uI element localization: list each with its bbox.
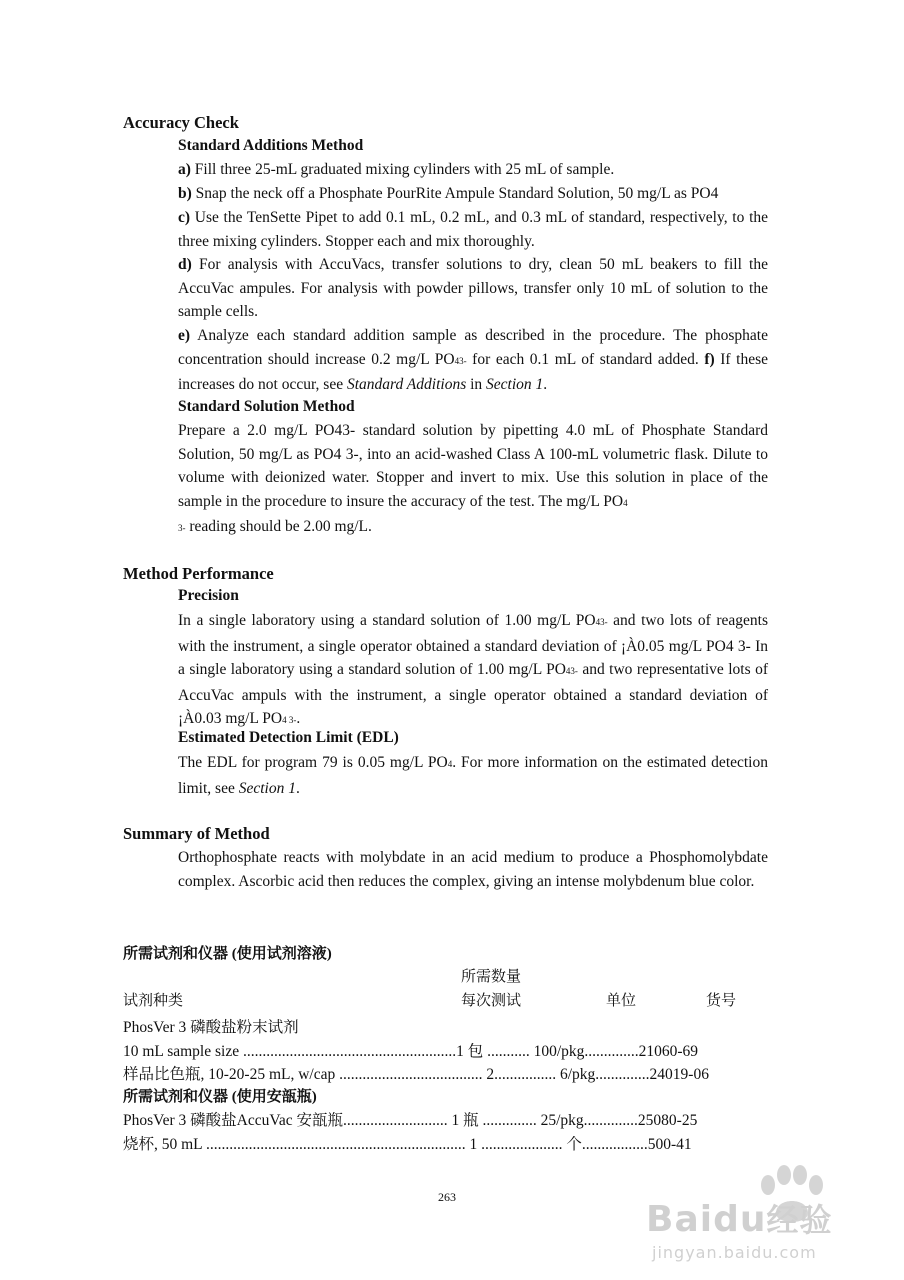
column-header-required-qty: 所需数量 [461, 969, 522, 985]
reagent-row: 10 mL sample size .......................................................1 包 ........... 100/pkg..............21060-69 [123, 1043, 699, 1060]
summary-paragraph: Orthophosphate reacts with molybdate in an acid medium to produce a Phosphomolybdate complex. Ascorbic acid then reduces the complex, giving an intense molybdenum blue color. [178, 849, 768, 890]
precision-text-1: In a single laboratory using a standard solution of 1.00 mg/L PO [178, 612, 596, 629]
section-title-accuracy-check: Accuracy Check [123, 113, 239, 132]
column-header-reagent-type: 试剂种类 [123, 993, 184, 1009]
precision-subscript-3: 4 3- [282, 715, 297, 726]
subsection-title-standard-solution: Standard Solution Method [178, 398, 355, 415]
reagents-heading-solution: 所需试剂和仪器 (使用试剂溶液) [123, 946, 332, 962]
step-c [178, 206, 768, 253]
subsection-title-edl: Estimated Detection Limit (EDL) [178, 729, 399, 746]
watermark-brand: Baidu [646, 1199, 767, 1240]
precision-paragraph [178, 609, 768, 733]
watermark-brand-cn: 经验 [766, 1201, 833, 1239]
step-e-text-1: Analyze each standard addition sample as described in the procedure. The phosphate concentration should increase 0.2 mg/L PO [178, 327, 768, 368]
column-header-unit: 单位 [606, 993, 637, 1009]
reagent-row: 样品比色瓶, 10-20-25 mL, w/cap ..................................... 2................ 6/pkg..............24019-06 [123, 1066, 709, 1083]
watermark-url: jingyan.baidu.com [652, 1243, 817, 1262]
reagent-row: PhosVer 3 磷酸盐粉末试剂 [123, 1019, 299, 1036]
step-f-text-2: in [466, 376, 487, 394]
step-c-label: c) [178, 209, 191, 226]
subsection-title-standard-additions: Standard Additions Method [178, 137, 364, 154]
step-b-text: Snap the neck off a Phosphate PourRite Ampule Standard Solution, 50 mg/L as PO4 [191, 185, 719, 202]
section-title-summary: Summary of Method [123, 824, 270, 843]
edl-text-1: The EDL for program 79 is 0.05 mg/L PO [178, 754, 448, 771]
edl-paragraph [178, 751, 768, 800]
step-a-label: a) [178, 161, 191, 178]
baidu-watermark [646, 1155, 846, 1265]
precision-text-4: . [296, 710, 301, 728]
step-e-f [178, 324, 768, 397]
step-e-text-2: for each 0.1 mL of standard added. [466, 350, 705, 368]
column-header-per-test: 每次测试 [461, 993, 522, 1009]
reagent-row: PhosVer 3 磷酸盐AccuVac 安瓿瓶........................... 1 瓶 .............. 25/pkg..............25080-25 [123, 1112, 698, 1129]
step-e-label: e) [178, 327, 191, 344]
standard-solution-paragraph [178, 419, 768, 541]
standard-solution-text-2: reading should be 2.00 mg/L. [185, 518, 372, 536]
step-d [178, 253, 768, 324]
precision-text-2: and two lots of reagents with the instrument, a single operator obtained a standard deviation of ¡À0.05 mg/L PO4 3- In a single laboratory using a standard solution of 1.00 mg/L PO [178, 612, 769, 679]
step-d-label: d) [178, 256, 192, 273]
step-f-text-1: If these increases do not occur, see [178, 350, 769, 394]
step-c-text: Use the TenSette Pipet to add 0.1 mL, 0.2 mL, and 0.3 mL of standard, respectively, to the three mixing cylinders. Stopper each and mix thoroughly. [178, 209, 768, 250]
standard-solution-text-1: Prepare a 2.0 mg/L PO43- standard solution by pipetting 4.0 mL of Phosphate Standard Solution, 50 mg/L as PO4 3-, into an acid-washed Class A 100-mL volumetric flask. Dilute to volume with deionized water. Stopper and invert to mix. Use this solution in place of the sample in the procedure to insure the accuracy of the test. The mg/L PO [178, 422, 768, 510]
precision-subscript-1: 43- [595, 617, 608, 627]
section-title-method-performance: Method Performance [123, 564, 274, 583]
subsection-title-precision: Precision [178, 587, 239, 604]
step-b [178, 182, 768, 206]
step-f-label: f) [704, 350, 715, 368]
standard-solution-subscript-2: 3- [178, 523, 186, 534]
step-f-italic-2: Section 1 [486, 376, 544, 394]
step-f-text-3: . [543, 376, 548, 394]
edl-subscript: 4 [447, 759, 453, 769]
precision-subscript-2: 43- [565, 666, 578, 677]
page-number: 263 [438, 1190, 456, 1204]
step-b-label: b) [178, 185, 192, 202]
step-a [178, 158, 768, 182]
step-d-text: For analysis with AccuVacs, transfer solutions to dry, clean 50 mL beakers to fill the AccuVac ampules. For analysis with powder pillows, transfer only 10 mL of solution to the sample cells. [178, 256, 768, 321]
edl-italic: Section 1 [238, 779, 296, 797]
reagent-row: 烧杯, 50 mL ................................................................... 1 ..................... 个.................500-41 [123, 1136, 692, 1153]
standard-solution-subscript-1: 4 [623, 497, 628, 508]
edl-text-3: . [295, 779, 300, 797]
column-header-cat-no: 货号 [706, 993, 737, 1009]
step-e-subscript: 43- [454, 355, 467, 366]
step-a-text: Fill three 25-mL graduated mixing cylinders with 25 mL of sample. [190, 161, 615, 178]
step-f-italic-1: Standard Additions [346, 376, 467, 394]
reagents-heading-ampule: 所需试剂和仪器 (使用安瓿瓶) [123, 1089, 317, 1105]
precision-text-3: and two representative lots of AccuVac ampuls with the instrument, a single operator obtained a standard deviation of ¡À0.03 mg/L PO [178, 661, 768, 728]
edl-text-2: . For more information on the estimated detection limit, see [178, 754, 768, 797]
